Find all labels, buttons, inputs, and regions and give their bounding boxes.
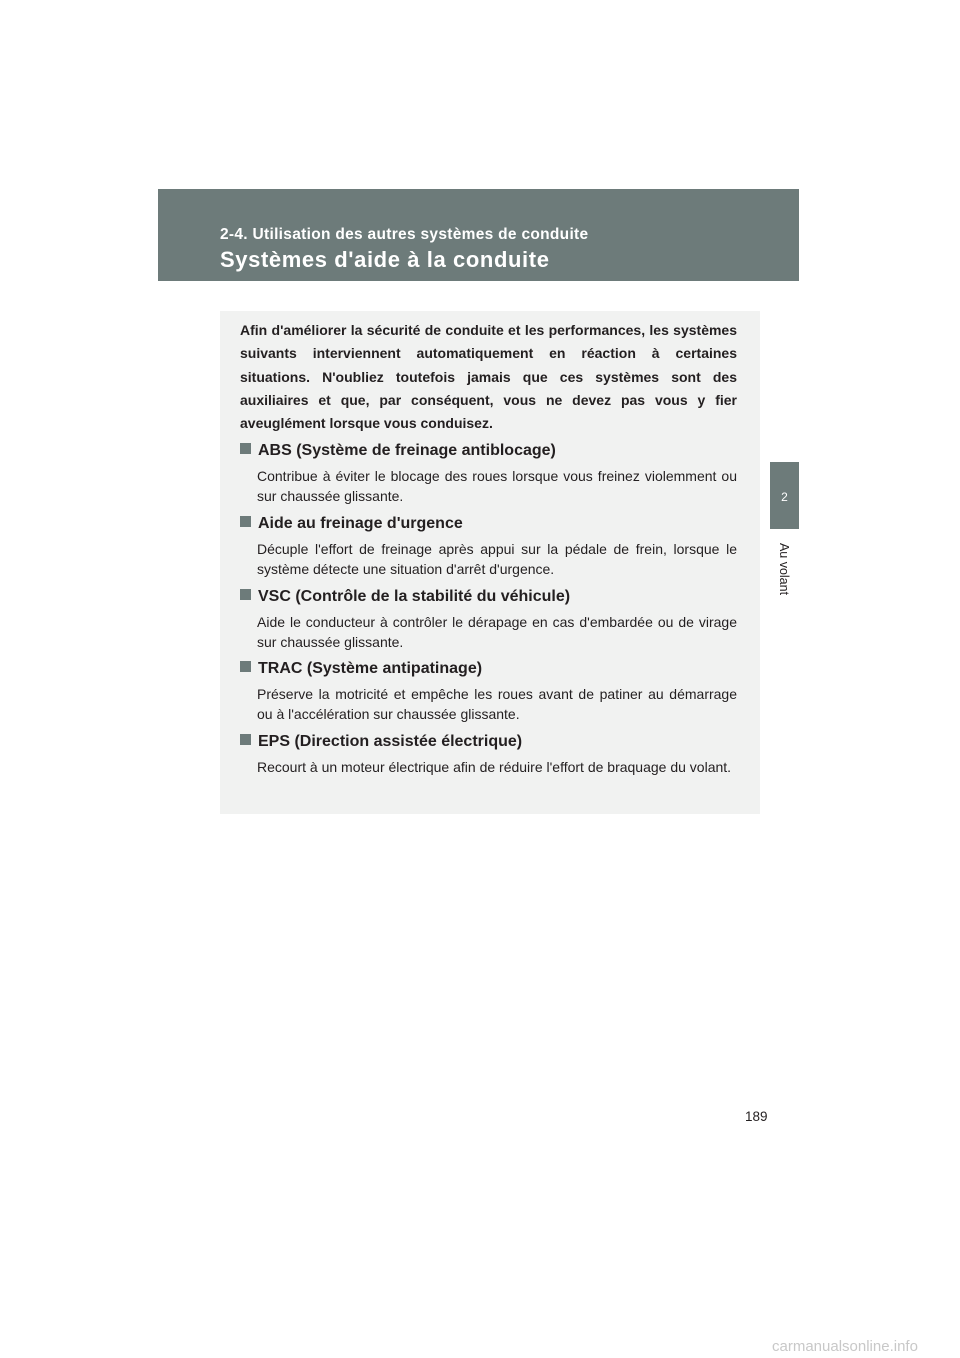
feature-eps — [240, 732, 737, 777]
feature-description: Décuple l'effort de freinage après appui sur la pédale de frein, lorsque le système détecte une situation d'arrêt d'urgence. — [257, 541, 737, 577]
content-box — [220, 311, 760, 814]
watermark: carmanualsonline.info — [772, 1338, 918, 1355]
feature-abs — [240, 441, 737, 506]
feature-title: VSC (Contrôle de la stabilité du véhicule) — [258, 588, 571, 605]
feature-heading — [240, 587, 737, 607]
square-bullet-icon — [240, 443, 251, 454]
chapter-side-label-text: Au volant — [777, 542, 791, 596]
feature-heading — [240, 441, 737, 461]
chapter-tab — [770, 462, 799, 529]
feature-brake-assist — [240, 514, 737, 579]
feature-trac — [240, 659, 737, 724]
feature-title: EPS (Direction assistée électrique) — [258, 733, 523, 750]
feature-heading — [240, 732, 737, 752]
feature-description: Recourt à un moteur électrique afin de réduire l'effort de braquage du volant. — [257, 759, 732, 775]
square-bullet-icon — [240, 516, 251, 527]
section-label: 2-4. Utilisation des autres systèmes de conduite — [220, 226, 589, 243]
intro-paragraph: Afin d'améliorer la sécurité de conduite et les performances, les systèmes suivants interviennent automatiquement en réaction à certaines situations. N'oubliez toutefois jamais que ces systèmes sont des auxiliaires et que, par conséquent, vous ne devez pas vous y fier aveuglément lorsque vous conduisez. — [240, 322, 737, 432]
chapter-header-band — [158, 189, 799, 281]
feature-title: Aide au freinage d'urgence — [258, 515, 463, 532]
feature-description: Préserve la motricité et empêche les roues avant de patiner au démarrage ou à l'accélération sur chaussée glissante. — [257, 686, 737, 722]
feature-vsc — [240, 587, 737, 652]
feature-title: ABS (Système de freinage antiblocage) — [258, 442, 556, 459]
chapter-side-label — [759, 538, 809, 600]
feature-heading — [240, 514, 737, 534]
square-bullet-icon — [240, 589, 251, 600]
feature-description: Aide le conducteur à contrôler le dérapage en cas d'embardée ou de virage sur chaussée glissante. — [257, 614, 737, 650]
square-bullet-icon — [240, 661, 251, 672]
feature-title: TRAC (Système antipatinage) — [258, 660, 483, 677]
chapter-tab-number: 2 — [781, 490, 788, 504]
feature-heading — [240, 659, 737, 679]
page-title: Systèmes d'aide à la conduite — [220, 247, 550, 272]
page-number: 189 — [745, 1109, 768, 1124]
feature-description: Contribue à éviter le blocage des roues lorsque vous freinez violemment ou sur chaussée glissante. — [257, 468, 737, 504]
square-bullet-icon — [240, 734, 251, 745]
